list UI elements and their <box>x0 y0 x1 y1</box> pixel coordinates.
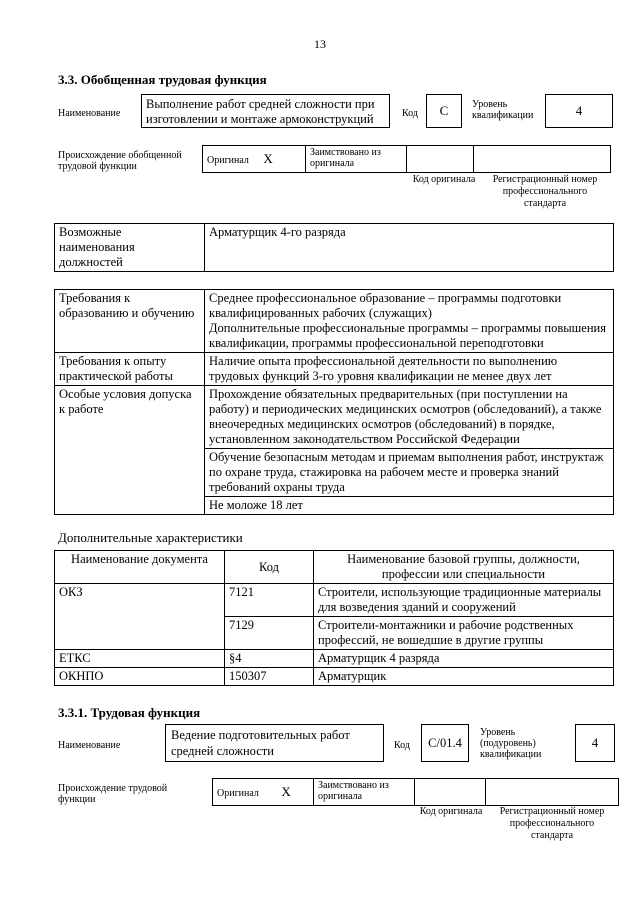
sub-name-label: Наименование <box>58 740 121 751</box>
level-value: 4 <box>575 103 583 118</box>
job-titles-label: Возможные наименования должностей <box>55 224 205 272</box>
sub-code-label: Код <box>394 740 410 751</box>
sub-reg-number-caption: Регистрационный номер профессионального стандарта <box>499 806 605 841</box>
sub-level-box <box>575 724 615 762</box>
table-row <box>55 650 614 668</box>
reg-number-caption: Регистрационный номер профессионального стандарта <box>492 174 598 209</box>
extra-name-cell: Арматурщик 4 разряда <box>314 650 614 668</box>
sub-origin-code-caption: Код оригинала <box>419 806 483 817</box>
extra-header-doc: Наименование документа <box>55 551 225 584</box>
reg-number-cell <box>474 146 611 173</box>
function-name-value: Выполнение работ средней сложности при изготовлении и монтаже армоконструкций <box>146 97 375 126</box>
req-row-conditions <box>55 386 614 449</box>
req-education-value: Среднее профессиональное образование – программы подготовки квалифицированных рабочих (служащих) Дополнительные профессиональные программы – программы повышения квалификации, программы профессиональной переподготовки <box>205 290 614 353</box>
function-name-box <box>141 94 390 128</box>
extra-header-name: Наименование базовой группы, должности, профессии или специальности <box>314 551 614 584</box>
req-experience-label: Требования к опыту практической работы <box>55 353 205 386</box>
page-number: 13 <box>314 37 326 51</box>
extra-code-cell: §4 <box>225 650 314 668</box>
extra-header-row <box>55 551 614 584</box>
req-experience-value: Наличие опыта профессиональной деятельности по выполнению трудовых функций 3-го уровня квалификации не менее двух лет <box>205 353 614 386</box>
sub-level-label: Уровень (подуровень) квалификации <box>480 727 542 760</box>
sub-code-box <box>421 724 469 762</box>
code-box <box>426 94 462 128</box>
original-label: Оригинал <box>207 154 249 166</box>
sub-function-name-value: Ведение подготовительных работ средней сложности <box>171 728 350 758</box>
extra-code-cell: 150307 <box>225 668 314 686</box>
sub-original-mark: X <box>281 783 291 799</box>
table-row <box>55 668 614 686</box>
req-row-education <box>55 290 614 353</box>
sub-level-value: 4 <box>591 735 599 750</box>
extra-name-cell: Строители, использующие традиционные материалы для возведения зданий и сооружений <box>314 584 614 617</box>
borrowed-label: Заимствовано из оригинала <box>306 146 407 173</box>
extra-code-cell: 7129 <box>225 617 314 650</box>
sub-borrowed-label: Заимствовано из оригинала <box>314 779 415 806</box>
sub-function-name-box <box>165 724 384 762</box>
extra-doc-cell: ОКЗ <box>55 584 225 650</box>
origin-label: Происхождение обобщенной трудовой функции <box>58 150 182 172</box>
extra-table <box>54 550 614 686</box>
sub-origin-table <box>212 778 619 806</box>
req-education-label: Требования к образованию и обучению <box>55 290 205 353</box>
req-conditions-value-2: Обучение безопасным методам и приемам выполнения работ, инструктаж по охране труда, стажировка на рабочем месте и проверка знаний требований охраны труда <box>205 449 614 497</box>
origin-code-caption: Код оригинала <box>412 174 476 185</box>
req-conditions-value-1: Прохождение обязательных предварительных (при поступлении на работу) и периодических медицинских осмотров (обследований), а также внеочередных медицинских осмотров (обследований) в порядке, установленном законодательством Российской Федерации <box>205 386 614 449</box>
code-label: Код <box>402 108 418 119</box>
level-box <box>545 94 613 128</box>
sub-origin-label: Происхождение трудовой функции <box>58 783 168 805</box>
extra-name-cell: Строители-монтажники и рабочие родственных профессий, не вошедшие в другие группы <box>314 617 614 650</box>
job-titles-value: Арматурщик 4-го разряда <box>205 224 614 272</box>
sub-code-value: C/01.4 <box>428 735 462 750</box>
sub-origin-code-cell <box>415 779 486 806</box>
sub-reg-number-cell <box>486 779 619 806</box>
extra-name-cell: Арматурщик <box>314 668 614 686</box>
origin-table <box>202 145 611 173</box>
extra-doc-cell: ОКНПО <box>55 668 225 686</box>
table-row <box>55 584 614 617</box>
sub-original-label: Оригинал <box>217 787 259 799</box>
extra-title: Дополнительные характеристики <box>58 530 243 545</box>
level-label: Уровень квалификации <box>472 99 534 121</box>
requirements-table <box>54 289 614 515</box>
req-conditions-label: Особые условия допуска к работе <box>55 386 205 515</box>
extra-code-cell: 7121 <box>225 584 314 617</box>
extra-header-code: Код <box>225 551 314 584</box>
req-conditions-value-3: Не моложе 18 лет <box>205 497 614 515</box>
origin-code-cell <box>407 146 474 173</box>
req-row-experience <box>55 353 614 386</box>
name-label: Наименование <box>58 108 121 119</box>
original-mark: X <box>263 150 273 166</box>
subsection-title: 3.3.1. Трудовая функция <box>58 705 201 720</box>
code-value: C <box>439 103 449 118</box>
extra-doc-cell: ЕТКС <box>55 650 225 668</box>
section-title: 3.3. Обобщенная трудовая функция <box>58 72 267 87</box>
job-titles-table <box>54 223 614 272</box>
